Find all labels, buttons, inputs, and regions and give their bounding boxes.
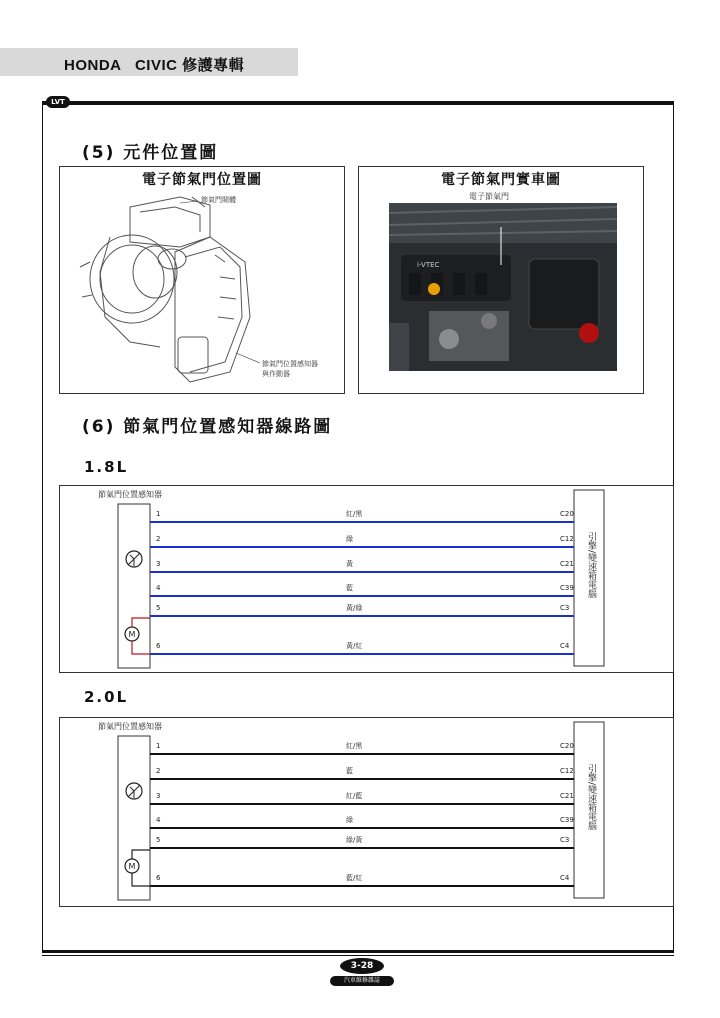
wire-color-name: 藍 — [346, 584, 353, 592]
section6-title: (6) 節氣門位置感知器線路圖 — [82, 417, 333, 437]
motor-icon — [125, 627, 139, 641]
wire-pin: 3 — [156, 792, 161, 800]
ecu-pin: C12 — [560, 767, 574, 775]
wire-color-name: 紅/藍 — [346, 792, 363, 800]
throttle-diagram-box — [59, 166, 345, 394]
wiring-diagram-18 — [59, 485, 674, 673]
motor-icon — [125, 859, 139, 873]
wire-pin: 4 — [156, 584, 161, 592]
sensor-connector-box — [118, 504, 150, 668]
wire-color-name: 綠 — [346, 535, 353, 543]
sensor-connector-box — [118, 736, 150, 900]
wiring-svg-20 — [60, 718, 673, 906]
ecu-pin: C12 — [560, 535, 574, 543]
ecu-pin: C3 — [560, 836, 570, 844]
ecu-label-text: 引擎/變速箱電腦 — [586, 532, 596, 599]
wire-pin: 6 — [156, 642, 161, 650]
ecu-pin: C20 — [560, 510, 574, 518]
ecu-label — [586, 531, 598, 599]
wire-color-name: 紅/黑 — [346, 510, 363, 518]
ivtec-badge: i-VTEC — [417, 261, 440, 269]
ecu-pin: C4 — [560, 874, 570, 882]
sensor-label: 節氣門位置感知器 — [98, 722, 162, 731]
throttle-diagram-caption: 電子節氣門位置圖 — [142, 172, 262, 188]
throttle-photo-label: 電子節氣門 — [469, 192, 509, 201]
engine-bay-photo — [389, 203, 617, 371]
wire-color-name: 紅/黑 — [346, 742, 363, 750]
ecu-label-text: 引擎/變速箱電腦 — [586, 764, 596, 831]
wire-pin: 2 — [156, 767, 161, 775]
sensor-actuator-label-2: 與作動器 — [262, 370, 290, 378]
wire-pin: 6 — [156, 874, 161, 882]
ecu-pin: C4 — [560, 642, 570, 650]
wiring-svg-18 — [60, 486, 673, 672]
ecu-pin: C20 — [560, 742, 574, 750]
footer-rule — [42, 955, 674, 956]
wire-color-name: 黃/綠 — [346, 604, 363, 612]
car-photo-box — [358, 166, 644, 394]
ecu-pin: C39 — [560, 816, 574, 824]
ecu-pin: C39 — [560, 584, 574, 592]
wire-pin: 3 — [156, 560, 161, 568]
car-photo-caption: 電子節氣門實車圖 — [441, 172, 561, 188]
wire-color-name: 黃 — [346, 560, 353, 568]
publisher-logo: LVT — [46, 96, 70, 108]
ecu-pin: C3 — [560, 604, 570, 612]
sensor-label: 節氣門位置感知器 — [98, 490, 162, 499]
section5-title: (5) 元件位置圖 — [82, 143, 219, 163]
svg-text:M: M — [128, 862, 136, 871]
sensor-actuator-label-1: 節氣門位置感知器 — [262, 360, 318, 368]
wire-pin: 2 — [156, 535, 161, 543]
wire-color-name: 綠 — [346, 816, 353, 824]
wire-color-name: 黃/紅 — [346, 642, 363, 650]
ecu-pin: C21 — [560, 792, 574, 800]
variant-18-label: 1.8L — [84, 458, 129, 476]
wire-color-name: 藍 — [346, 767, 353, 775]
throttle-body-label: 節氣門閥體 — [201, 196, 236, 204]
header-title: HONDA CIVIC 修護專輯 — [64, 57, 245, 74]
svg-text:M: M — [128, 630, 136, 639]
ecu-pin: C21 — [560, 560, 574, 568]
page-number: 3-28 — [340, 958, 384, 974]
engine-bay-illustration — [389, 203, 617, 371]
variant-20-label: 2.0L — [84, 688, 129, 706]
ecu-label — [586, 763, 598, 831]
wire-pin: 1 — [156, 510, 161, 518]
wire-pin: 5 — [156, 604, 161, 612]
publisher-label: 汽車維修雜誌 — [330, 976, 394, 986]
wire-pin: 4 — [156, 816, 161, 824]
wire-pin: 1 — [156, 742, 161, 750]
wire-pin: 5 — [156, 836, 161, 844]
wiring-diagram-20 — [59, 717, 674, 907]
wire-color-name: 綠/黃 — [346, 836, 363, 844]
wire-color-name: 藍/紅 — [346, 874, 363, 882]
